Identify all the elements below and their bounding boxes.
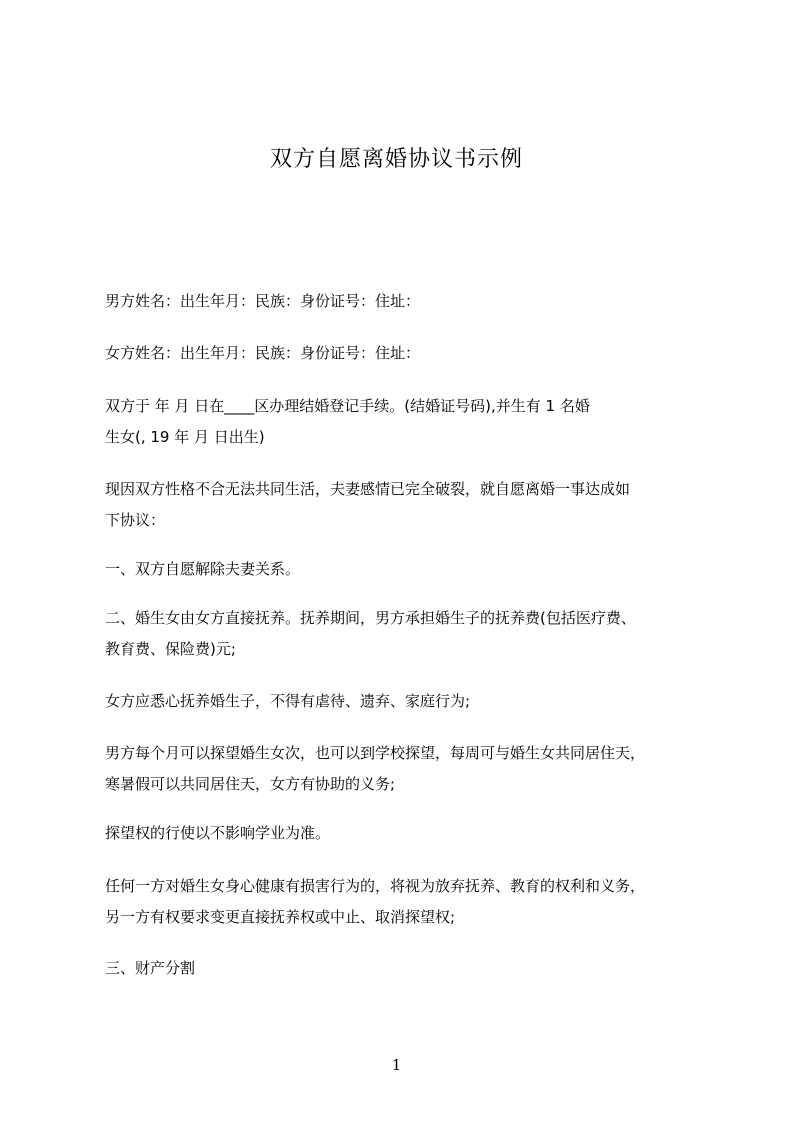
- paragraph-line: 三、财产分割: [105, 959, 196, 977]
- paragraph-line: 现因双方性格不合无法共同生活，夫妻感情已完全破裂，就自愿离婚一事达成如: [105, 480, 631, 498]
- paragraph-line: 探望权的行使以不影响学业为准。: [105, 824, 331, 842]
- paragraph-line: 双方于 年 月 日在____区办理结婚登记手续。(结婚证号码),并生有 1 名婚: [105, 397, 590, 415]
- paragraph-line: 另一方有权要求变更直接抚养权或中止、取消探望权;: [105, 908, 456, 926]
- paragraph-line: 教育费、保险费)元;: [105, 640, 236, 658]
- paragraph-visitation: [105, 738, 715, 800]
- paragraph-female-duty: [105, 686, 715, 717]
- paragraph-visitation-limit: [105, 818, 715, 849]
- paragraph-line: 二、婚生女由女方直接抚养。抚养期间，男方承担婚生子的抚养费(包括医疗费、: [105, 609, 636, 627]
- paragraph-line: 女方应悉心抚养婚生子，不得有虐待、遗弃、家庭行为;: [105, 692, 471, 710]
- paragraph-line: 任何一方对婚生女身心健康有损害行为的，将视为放弃抚养、教育的权利和义务，: [105, 877, 646, 895]
- paragraph-line: 男方姓名：出生年月：民族：身份证号：住址：: [105, 292, 421, 310]
- document-title: 双方自愿离婚协议书示例: [269, 147, 523, 172]
- paragraph-female-info: [105, 338, 715, 369]
- paragraph-line: 女方姓名：出生年月：民族：身份证号：住址：: [105, 344, 421, 362]
- paragraph-male-info: [105, 286, 715, 317]
- clause-two: [105, 603, 715, 665]
- paragraph-line: 寒暑假可以共同居住天，女方有协助的义务;: [105, 775, 396, 793]
- paragraph-marriage-registration: [105, 391, 715, 453]
- clause-three: [105, 953, 715, 984]
- paragraph-line: 一、双方自愿解除夫妻关系。: [105, 560, 301, 578]
- clause-one: [105, 554, 715, 585]
- paragraph-reason: [105, 474, 715, 536]
- paragraph-line: 男方每个月可以探望婚生女次，也可以到学校探望，每周可与婚生女共同居住天，: [105, 744, 646, 762]
- paragraph-line: 生女(, 19 年 月 日出生): [105, 428, 265, 446]
- page-number: 1: [391, 1056, 402, 1074]
- paragraph-line: 下协议：: [105, 511, 166, 529]
- paragraph-harm-clause: [105, 871, 715, 933]
